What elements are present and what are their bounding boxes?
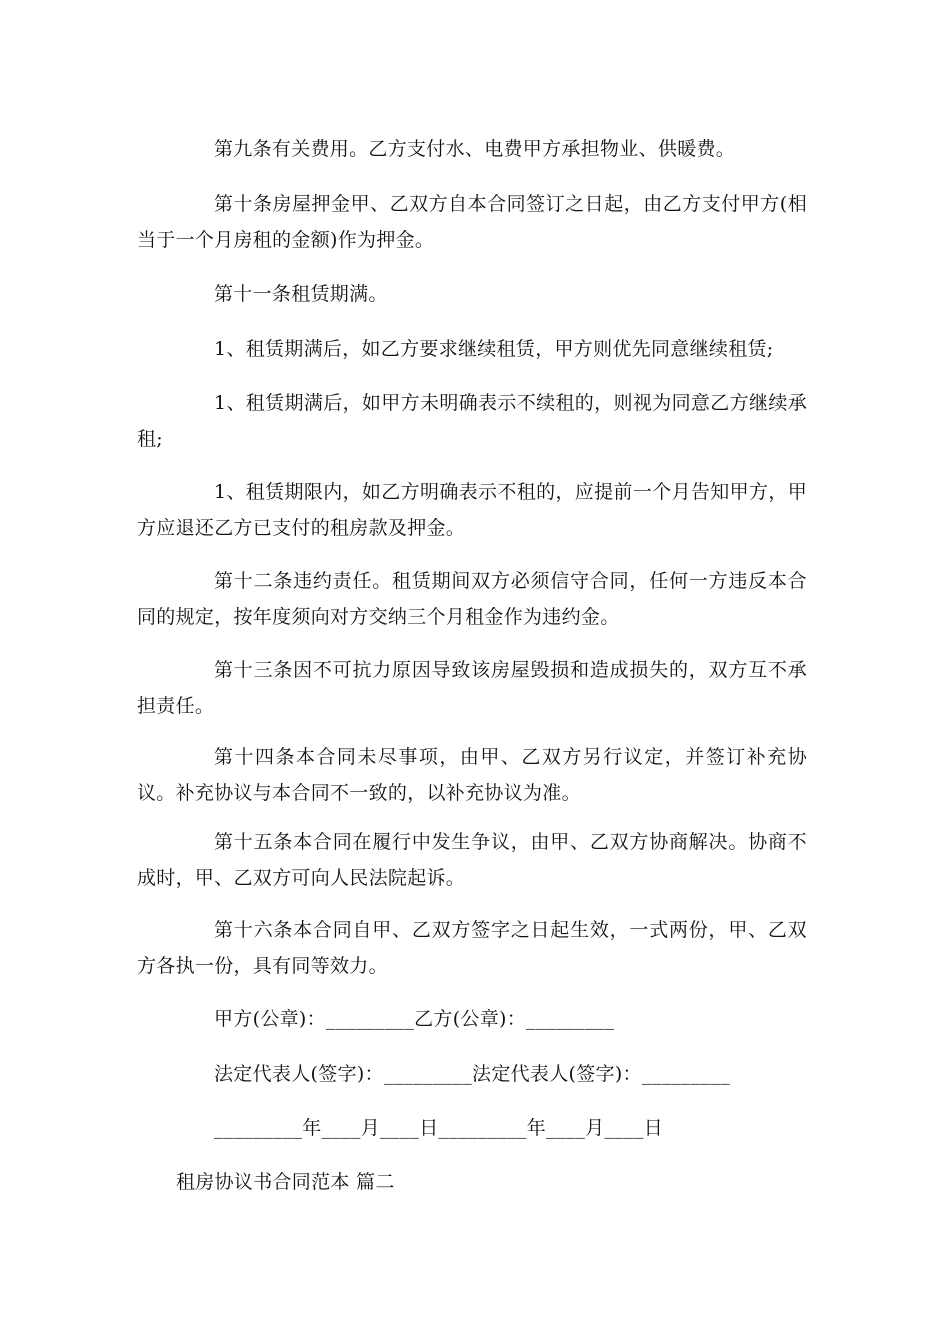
signature-seal-line: 甲方(公章)：_________乙方(公章)：_________	[214, 1008, 615, 1030]
paragraph-clause-1b: 1、租赁期满后，如甲方未明确表示不续租的，则视为同意乙方继续承租;	[137, 392, 807, 450]
paragraph-article-14: 第十四条本合同未尽事项，由甲、乙双方另行议定，并签订补充协议。补充协议与本合同不一致的，以补充协议为准。	[137, 746, 807, 804]
paragraph-article-9: 第九条有关费用。乙方支付水、电费甲方承担物业、供暖费。	[214, 138, 736, 160]
section-heading: 租房协议书合同范本 篇二	[176, 1171, 395, 1193]
paragraph-article-16: 第十六条本合同自甲、乙双方签字之日起生效，一式两份，甲、乙双方各执一份，具有同等效力。	[137, 919, 807, 977]
signature-date-line: _________年____月____日_________年____月____日	[214, 1117, 663, 1139]
paragraph-article-12: 第十二条违约责任。租赁期间双方必须信守合同，任何一方违反本合同的规定，按年度须向对方交纳三个月租金作为违约金。	[137, 570, 807, 628]
paragraph-article-11: 第十一条租赁期满。	[214, 283, 388, 305]
paragraph-article-13: 第十三条因不可抗力原因导致该房屋毁损和造成损失的，双方互不承担责任。	[137, 659, 807, 717]
paragraph-clause-1c: 1、租赁期限内，如乙方明确表示不租的，应提前一个月告知甲方，甲方应退还乙方已支付的租房款及押金。	[137, 481, 807, 539]
signature-representative-line: 法定代表人(签字)：_________法定代表人(签字)：_________	[214, 1063, 731, 1085]
paragraph-article-10: 第十条房屋押金甲、乙双方自本合同签订之日起，由乙方支付甲方(相当于一个月房租的金额)作为押金。	[137, 193, 807, 251]
paragraph-article-15: 第十五条本合同在履行中发生争议，由甲、乙双方协商解决。协商不成时，甲、乙双方可向人民法院起诉。	[137, 831, 807, 889]
paragraph-clause-1a: 1、租赁期满后，如乙方要求继续租赁，甲方则优先同意继续租赁;	[214, 338, 774, 360]
